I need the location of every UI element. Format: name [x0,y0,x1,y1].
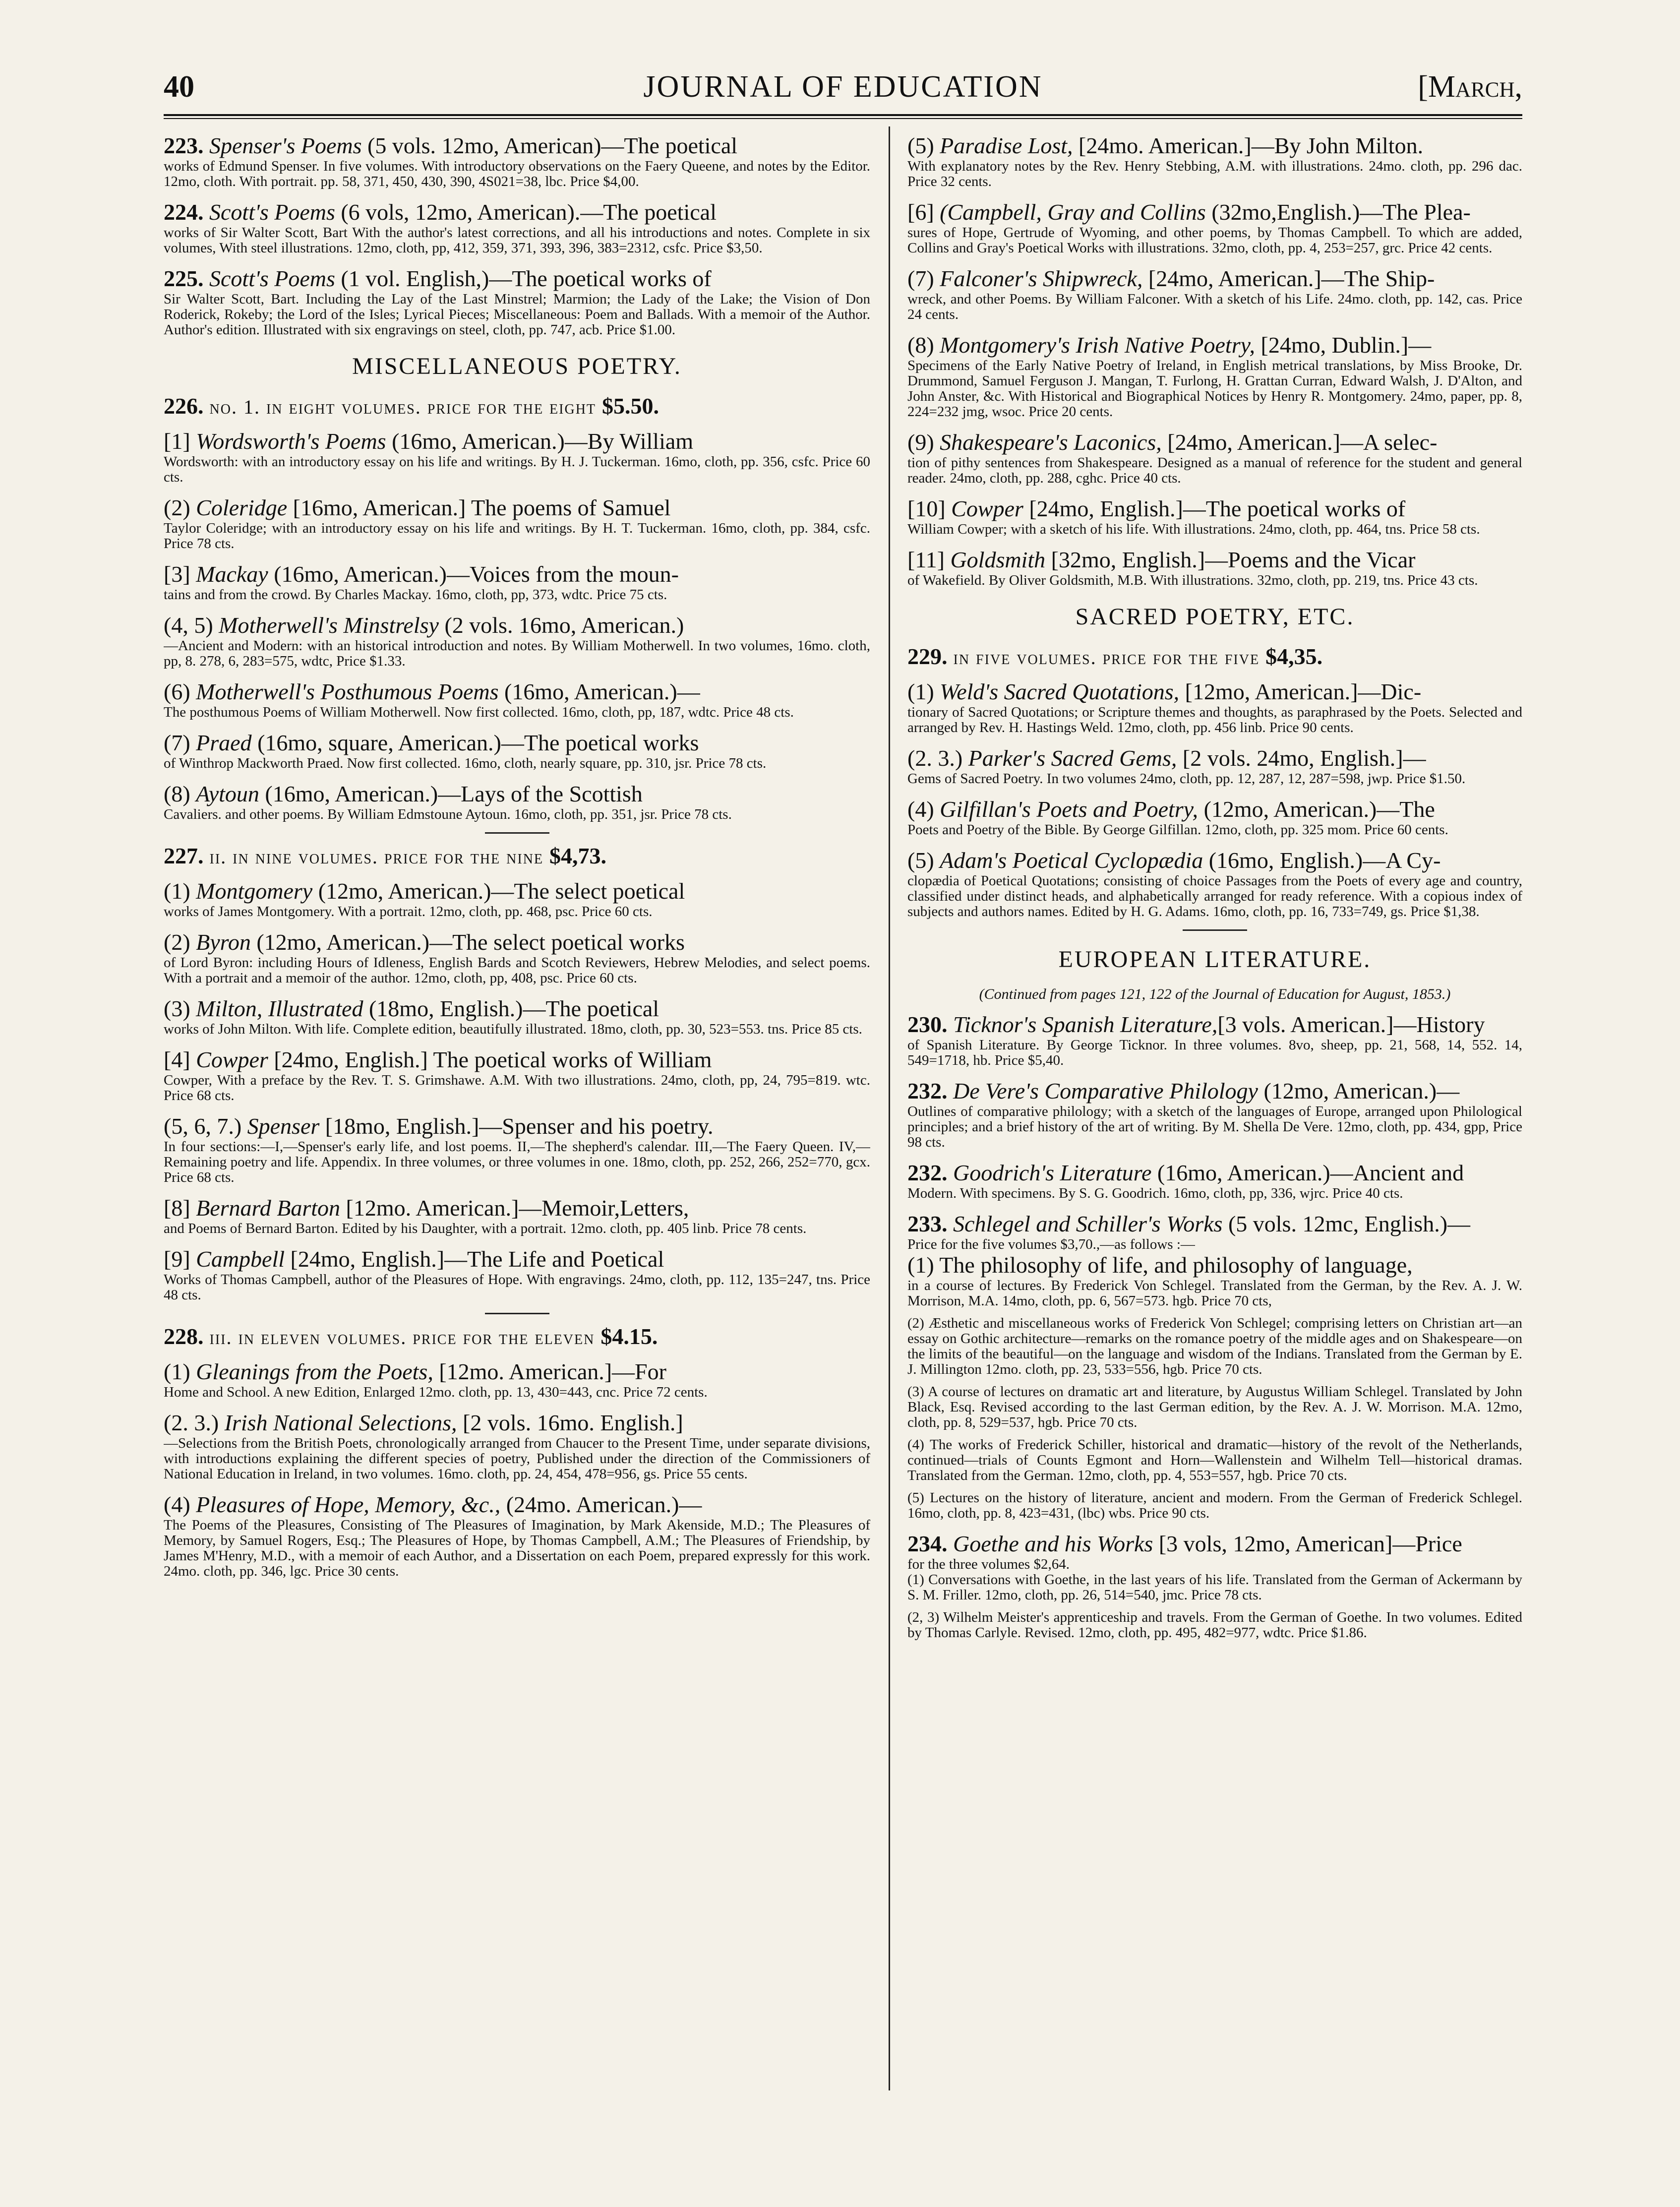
entry-title: Goodrich's Literature [953,1160,1152,1185]
item-lead-text: [16mo, American.] The poems of Samuel [287,495,671,520]
list-item: (4) The works of Frederick Schiller, historical and dramatic—history of the revolt of the Netherlands, continued—trials of Counts Egmont and Horn—Wallenstein and Wilhelm Tell—historical dramas. Translated from the German. 12mo, cloth, pp. 4, 553=557, hgb. Price 70 cts. [907,1437,1522,1483]
entry-description: works of Edmund Spenser. In five volumes. With introductory observations on the Faery Queene, and notes by the Editor. 12mo, cloth. With portrait. pp. 58, 371, 450, 430, 390, 4S021=38, lbc. Price $4,00. [164,158,870,189]
item-title: Shakespeare's Laconics, [940,429,1162,455]
item-number: (4, 5) [164,613,213,638]
item-number: (8) [907,332,934,358]
list-item: (5) Lectures on the history of literature, ancient and modern. From the German of Frederick Schlegel. 16mo, cloth, pp. 8, 423=431, (lbc) wbs. Price 90 cts. [907,1490,1522,1521]
entry-lead-text: (6 vols, 12mo, American).—The poetical [335,199,717,225]
item-title: Praed [196,730,252,755]
item-title: Bernard Barton [196,1195,341,1221]
section-divider [1183,929,1247,931]
list-item [164,929,870,986]
list-item [164,1410,870,1482]
item-lead-text: [24mo, English.]—The Life and Poetical [285,1246,664,1272]
item-title: Wordsworth's Poems [196,429,386,454]
item-number: [9] [164,1246,190,1272]
entry-lead-text: (12mo, American.)— [1258,1078,1460,1104]
item-description: works of John Milton. With life. Complete edition, beautifully illustrated. 18mo, cloth, pp. 30, 523=553. tns. Price 85 cts. [164,1021,862,1037]
group-heading-text: ii. in nine volumes. price for the nine [209,846,544,868]
item-title: Gilfillan's Poets and Poetry, [940,797,1199,822]
item-description: of Wakefield. By Oliver Goldsmith, M.B. With illustrations. 32mo, cloth, pp. 219, tns. Price 43 cts. [907,572,1478,588]
item-lead-text: (12mo, American.)—The [1198,797,1435,822]
list-item [907,133,1522,189]
item-lead-text: [24mo. American.]—By John Milton. [1073,133,1424,158]
entry-232-de-vere [907,1078,1522,1150]
item-title: (Campbell, Gray and Collins [940,199,1206,225]
group-number: 226. [164,393,204,419]
section-title-miscellaneous: MISCELLANEOUS POETRY. [352,353,682,379]
item-description: The posthumous Poems of William Motherwell. Now first collected. 16mo, cloth, pp, 187, wdtc. Price 48 cts. [164,704,794,720]
item-number: (2. 3.) [164,1410,219,1435]
item-title: Montgomery's Irish Native Poetry, [940,332,1255,358]
item-description: sures of Hope, Gertrude of Wyoming, and other poems, by Thomas Campbell. To which are added, Collins and Gray's Poetical Works with illustrations. 32mo, cloth, pp. 4, 253=257, grc. Price 42 cents. [907,225,1522,256]
list-item [164,1113,870,1185]
list-item [164,996,870,1037]
group-number: 229. [907,644,948,669]
page-number: 40 [164,70,194,104]
entry-233 [907,1211,1522,1521]
continued-note: (Continued from pages 121, 122 of the Journal of Education for August, 1853.) [979,986,1451,1002]
list-item: (2, 3) Wilhelm Meister's apprenticeship and travels. From the German of Goethe. In two volumes. Edited by Thomas Carlyle. Revised. 12mo, cloth, pp. 495, 482=977, wdtc. Price $1.86. [907,1609,1522,1641]
item-description: tion of pithy sentences from Shakespeare. Designed as a manual of reference for the student and general reader. 24mo, cloth, pp. 288, cghc. Price 40 cts. [907,455,1522,486]
item-title: Gleanings from the Poets, [196,1359,433,1384]
item-description: Poets and Poetry of the Bible. By George Gilfillan. 12mo, cloth, pp. 325 mom. Price 60 cents. [907,822,1448,838]
list-item [164,679,870,720]
item-lead-text: (12mo, American.)—The select poetical works [250,929,685,955]
group-heading-text: in five volumes. price for the five [953,646,1260,669]
item-number: (5, 6, 7.) [164,1113,242,1139]
entry-lead-text: (5 vols. 12mc, English.)— [1222,1211,1471,1236]
item-number: [8] [164,1195,190,1221]
item-lead-text: The philosophy of life, and philosophy of language, [934,1252,1413,1278]
item-title: Pleasures of Hope, Memory, &c., [196,1492,501,1517]
list-item: (1) Conversations with Goethe, in the last years of his life. Translated from the German of Ackermann by S. M. Friller. 12mo, cloth, pp. 26, 514=540, jmc. Price 78 cts. [907,1572,1522,1603]
item-lead-text: (12mo, American.)—The select poetical [312,878,685,904]
list-item [907,332,1522,420]
item-description: Specimens of the Early Native Poetry of Ireland, in English metrical translations, by Miss Brooke, Dr. Drummond, Samuel Ferguson J. Mangan, T. Furlong, H. Grattan Curran, Edward Walsh, J. D'Alton, and John Anster, &c. With Historical and Biographical Notices by Henry R. Montgomery. 24mo, paper, pp. 8, 224=232 jmg, wsoc. Price 20 cents. [907,358,1522,420]
list-item [164,878,870,920]
entry-title: Scott's Poems [209,199,335,225]
entry-title: Schlegel and Schiller's Works [953,1211,1223,1236]
item-title: Motherwell's Posthumous Poems [196,679,499,704]
entry-230 [907,1012,1522,1068]
item-description: Taylor Coleridge; with an introductory essay on his life and writings. By H. T. Tuckerman. 16mo, cloth, pp. 384, csfc. Price 78 cts. [164,520,870,552]
item-title: Goldsmith [950,547,1046,572]
entry-number: 234. [907,1531,948,1556]
item-number: (5) [907,848,934,873]
list-item [907,745,1522,787]
entry-223 [164,133,870,189]
item-number: (5) [907,133,934,158]
item-title: Coleridge [196,495,288,520]
item-title: Campbell [196,1246,285,1272]
list-item: (3) A course of lectures on dramatic art and literature, by Augustus William Schlegel. Translated by John Black, Esq. Revised according to the last German edition, by the Rev. A. J. W. Morrison. M.A. 12mo, cloth, pp. 8, 529=537, hgb. Price 70 cts. [907,1384,1522,1430]
item-title: Adam's Poetical Cyclopædia [940,848,1203,873]
list-item [164,1492,870,1579]
item-title: Cowper [951,496,1023,521]
group-heading-227 [164,843,870,870]
list-item [907,1252,1522,1309]
item-number: (1) [164,1359,190,1384]
item-description: Home and School. A new Edition, Enlarged 12mo. cloth, pp. 13, 430=443, cnc. Price 72 cents. [164,1384,708,1400]
item-lead-text: (16mo, American.)— [498,679,700,704]
item-title: Aytoun [196,781,259,806]
entry-232-goodrich [907,1160,1522,1201]
entry-number: 232. [907,1078,948,1104]
entry-title: Spenser's Poems [209,133,362,158]
entry-number: 230. [907,1012,948,1037]
group-number: 227. [164,843,204,868]
group-number: 228. [164,1324,204,1349]
entry-lead-text: (5 vols. 12mo, American)—The poetical [361,133,738,158]
item-lead-text: [24mo, English.]—The poetical works of [1023,496,1406,521]
item-number: (2) [164,929,190,955]
list-item [164,495,870,552]
item-number: [3] [164,561,190,587]
group-heading-text: iii. in eleven volumes. price for the eleven [209,1326,595,1349]
entry-number: 232. [907,1160,948,1185]
list-item [907,547,1522,588]
item-description: clopædia of Poetical Quotations; consisting of choice Passages from the Poets of every age and country, classified under distinct heads, and alphabetically arranged for ready reference. With a copious index of subjects and authors names. Edited by H. G. Adams. 16mo, cloth, pp. 16, 733=749, gs. Price $1,38. [907,873,1522,920]
item-number: (1) [164,878,190,904]
section-divider [485,1313,549,1314]
item-number: (7) [164,730,190,755]
group-heading-229 [907,643,1522,671]
item-number: (7) [907,266,934,291]
item-number: (3) [164,996,190,1021]
item-number: (8) [164,781,190,806]
item-lead-text: [24mo, American.]—The Ship- [1142,266,1435,291]
item-lead-text: [2 vols. 24mo, English.]— [1177,745,1426,771]
item-number: [10] [907,496,946,521]
item-number: [11] [907,547,945,572]
entry-225 [164,266,870,338]
item-title: Paradise Lost, [940,133,1073,158]
list-item [164,1246,870,1303]
entry-description: works of Sir Walter Scott, Bart With the author's latest corrections, and all his introductions and notes. Complete in six volumes, With steel illustrations. 12mo, cloth, pp, 412, 359, 371, 393, 396, 383=2312, csfc. Price $3,50. [164,225,870,256]
list-item [907,496,1522,537]
entry-lead-text: [3 vols, 12mo, American]—Price [1153,1531,1462,1556]
item-lead-text: (16mo, English.)—A Cy- [1203,848,1441,873]
column-divider [889,126,890,2090]
group-price: $5.50. [602,393,660,419]
item-lead-text: (16mo, American.)—By William [386,429,694,454]
entry-lead-text: (16mo, American.)—Ancient and [1151,1160,1464,1185]
list-item [907,266,1522,322]
list-item [164,613,870,669]
item-description: Works of Thomas Campbell, author of the Pleasures of Hope. With engravings. 24mo, cloth, pp. 112, 135=247, tns. Price 48 cts. [164,1272,870,1303]
page-header [164,69,1522,109]
item-title: Falconer's Shipwreck, [940,266,1143,291]
item-lead-text: [18mo, English.]—Spenser and his poetry. [319,1113,714,1139]
entry-description: Outlines of comparative philology; with a sketch of the languages of Europe, arranged upon Philological principles; and a brief history of the art of writing. By M. Shella De Vere. 12mo, cloth, pp. 434, gpp, Price 98 cts. [907,1104,1522,1150]
list-item [164,1047,870,1104]
item-number: (4) [164,1492,190,1517]
item-number: (1) [907,679,934,704]
item-description: and Poems of Bernard Barton. Edited by his Daughter, with a portrait. 12mo. cloth, pp. 405 linb. Price 78 cents. [164,1221,807,1236]
group-price: $4,73. [549,843,607,868]
list-item [907,679,1522,736]
item-title: Montgomery [196,878,313,904]
entry-234 [907,1531,1522,1641]
item-description: of Lord Byron: including Hours of Idleness, English Bards and Scotch Reviewers, Hebrew Melodies, and select poems. With a portrait and a memoir of the author. 12mo, cloth, pp, 408, psc. Price 60 cts. [164,955,870,986]
group-heading-text: no. 1. in eight volumes. price for the eight [209,396,597,418]
group-price: $4,35. [1265,644,1323,669]
item-description: The Poems of the Pleasures, Consisting of The Pleasures of Imagination, by Mark Akenside, M.D.; The Pleasures of Memory, by Samuel Rogers, Esq.; The Pleasures of Hope, by Thomas Campbell, A.M.; The Pleasures of Friendship, by James M'Henry, M.D., with a memoir of each Author, and a Dissertation on each Poem, prepared expressly for this work. 24mo. cloth, pp. 346, lgc. Price 30 cents. [164,1517,870,1579]
list-item [164,429,870,485]
entry-224 [164,199,870,256]
item-title: Mackay [196,561,268,587]
list-item [907,429,1522,486]
item-description: wreck, and other Poems. By William Falconer. With a sketch of his Life. 24mo. cloth, pp. 142, cas. Price 24 cents. [907,291,1522,322]
item-lead-text: (2 vols. 16mo, American.) [438,613,684,638]
item-description: tionary of Sacred Quotations; or Scripture themes and thoughts, as paraphrased by the Poets. Selected and arranged by Rev. H. Hastings Weld. 12mo, cloth, pp. 456 linb. Price 90 cents. [907,704,1522,736]
list-item [164,561,870,603]
item-number: (2) [164,495,190,520]
item-description: Cavaliers. and other poems. By William Edmstoune Aytoun. 16mo, cloth, pp. 351, jsr. Price 78 cts. [164,806,732,822]
item-title: Byron [196,929,251,955]
item-description: —Selections from the British Poets, chronologically arranged from Chaucer to the Present Time, under separate divisions, with introductions explaining the different species of poetry, Published under the direction of the Commissioners of National Education in Ireland, in two volumes. 16mo. cloth, pp. 24, 454, 478=956, gs. Price 55 cents. [164,1435,870,1482]
item-description: In four sections:—I,—Spenser's early life, and lost poems. II,—The shepherd's calendar. III,—The Faery Queen. IV,—Remaining poetry and life. Appendix. In three volumes, or three volumes in one. 18mo, cloth, pp. 252, 266, 252=770, gcx. Price 68 cts. [164,1139,870,1185]
item-lead-text: [24mo, Dublin.]— [1255,332,1432,358]
item-number: (1) [907,1252,934,1278]
item-description: Cowper, With a preface by the Rev. T. S. Grimshawe. A.M. With two illustrations. 24mo, cloth, pp, 24, 795=819. wtc. Price 68 cts. [164,1072,870,1104]
item-title: Irish National Selections, [224,1410,457,1435]
list-item [164,730,870,771]
item-description: of Winthrop Mackworth Praed. Now first collected. 16mo, cloth, nearly square, pp. 310, jsr. Price 78 cts. [164,755,767,771]
item-lead-text: (24mo. American.)— [500,1492,702,1517]
section-divider [485,832,549,834]
group-heading-226 [164,393,870,421]
list-item [164,1195,870,1236]
entry-title: Ticknor's Spanish Literature, [953,1012,1218,1037]
item-number: (2. 3.) [907,745,963,771]
item-description: William Cowper; with a sketch of his life. With illustrations. 24mo, cloth, pp. 464, tns. Price 58 cts. [907,521,1480,537]
list-item [907,797,1522,838]
header-rule [164,114,1522,119]
item-lead-text: [12mo. American.]—For [433,1359,666,1384]
item-number: [1] [164,429,190,454]
list-item [907,848,1522,920]
item-lead-text: [12mo. American.]—Memoir,Letters, [340,1195,689,1221]
item-title: Spenser [247,1113,320,1139]
item-description: Wordsworth: with an introductory essay on his life and writings. By H. J. Tuckerman. 16mo, cloth, pp. 356, csfc. Price 60 cts. [164,454,870,485]
item-lead-text: [24mo, American.]—A selec- [1161,429,1438,455]
section-title-sacred: SACRED POETRY, ETC. [1075,604,1355,630]
entry-lead-text: (1 vol. English,)—The poetical works of [335,266,712,291]
list-item [907,199,1522,256]
entry-description: Price for the five volumes $3,70.,—as follows :— [907,1236,1195,1252]
item-title: Weld's Sacred Quotations, [940,679,1180,704]
list-item [164,1359,870,1400]
entry-description: of Spanish Literature. By George Ticknor. In three volumes. 8vo, sheep, pp. 21, 568, 14, 552. 14, 549=1718, hb. Price $5,40. [907,1037,1522,1068]
left-column [164,133,870,2097]
section-title-european: EUROPEAN LITERATURE. [1058,946,1372,973]
item-description: With explanatory notes by the Rev. Henry Stebbing, A.M. with illustrations. 24mo. cloth, pp. 296 dac. Price 32 cents. [907,158,1522,189]
list-item: (2) Æsthetic and miscellaneous works of Frederick Von Schlegel; comprising letters on Christian art—an essay on Gothic architecture—remarks on the romance poetry of the middle ages and on Shakespeare—on the limits of the beautiful—on the language and wisdom of the Indians. Translated from the German by E. J. Millington 12mo. cloth, pp. 23, 533=556, hgb. Price 70 cts. [907,1315,1522,1377]
item-lead-text: (18mo, English.)—The poetical [363,996,660,1021]
item-lead-text: (16mo, square, American.)—The poetical works [251,730,699,755]
item-title: Cowper [196,1047,268,1072]
entry-title: Goethe and his Works [953,1531,1153,1556]
group-heading-228 [164,1323,870,1351]
entry-number: 225. [164,266,204,291]
item-number: [6] [907,199,934,225]
item-lead-text: [2 vols. 16mo. English.] [457,1410,683,1435]
entry-number: 233. [907,1211,948,1236]
item-lead-text: (32mo,English.)—The Plea- [1205,199,1471,225]
item-number: (9) [907,429,934,455]
item-lead-text: (16mo, American.)—Lays of the Scottish [259,781,643,806]
item-lead-text: (16mo, American.)—Voices from the moun- [268,561,679,587]
item-number: [4] [164,1047,190,1072]
item-title: Parker's Sacred Gems, [968,745,1177,771]
item-lead-text: [24mo, English.] The poetical works of William [268,1047,712,1072]
running-title: JOURNAL OF EDUCATION [643,70,1043,104]
running-month: [March, [1418,70,1522,104]
item-description: works of James Montgomery. With a portrait. 12mo, cloth, pp. 468, psc. Price 60 cts. [164,904,653,920]
item-number: (4) [907,797,934,822]
entry-number: 224. [164,199,204,225]
item-description: tains and from the crowd. By Charles Mackay. 16mo, cloth, pp, 373, wdtc. Price 75 cts. [164,587,667,603]
item-lead-text: [12mo, American.]—Dic- [1179,679,1422,704]
item-description: Gems of Sacred Poetry. In two volumes 24mo, cloth, pp. 12, 287, 12, 287=598, jwp. Price $1.50. [907,771,1466,787]
item-description: —Ancient and Modern: with an historical introduction and notes. By William Motherwell. In two volumes, 16mo. cloth, pp, 8. 278, 6, 283=575, wdtc, Price $1.33. [164,638,870,669]
item-number: (6) [164,679,190,704]
item-description: in a course of lectures. By Frederick Von Schlegel. Translated from the German, by the Rev. A. J. W. Morrison, M.A. 14mo, cloth, pp. 6, 567=573. hgb. Price 70 cts, [907,1278,1522,1309]
item-title: Motherwell's Minstrelsy [219,613,439,638]
entry-description: Sir Walter Scott, Bart. Including the Lay of the Last Minstrel; Marmion; the Lady of the Lake; the Vision of Don Roderick, Rokeby; the Lord of the Isles; Lyrical Pieces; Miscellaneous: Poem and Ballads. With a memoir of the Author. Author's edition. Illustrated with six engravings on steel, cloth, pp. 747, acb. Price $1.00. [164,291,870,338]
entry-number: 223. [164,133,204,158]
item-lead-text: [32mo, English.]—Poems and the Vicar [1045,547,1416,572]
right-column [907,133,1522,2097]
entry-title: De Vere's Comparative Philology [953,1078,1258,1104]
entry-description: for the three volumes $2,64. [907,1556,1070,1572]
entry-title: Scott's Poems [209,266,335,291]
list-item [164,781,870,822]
item-title: Milton, Illustrated [196,996,363,1021]
group-price: $4.15. [600,1324,658,1349]
entry-lead-text: [3 vols. American.]—History [1217,1012,1485,1037]
entry-description: Modern. With specimens. By S. G. Goodrich. 16mo, cloth, pp, 336, wjrc. Price 40 cts. [907,1185,1403,1201]
